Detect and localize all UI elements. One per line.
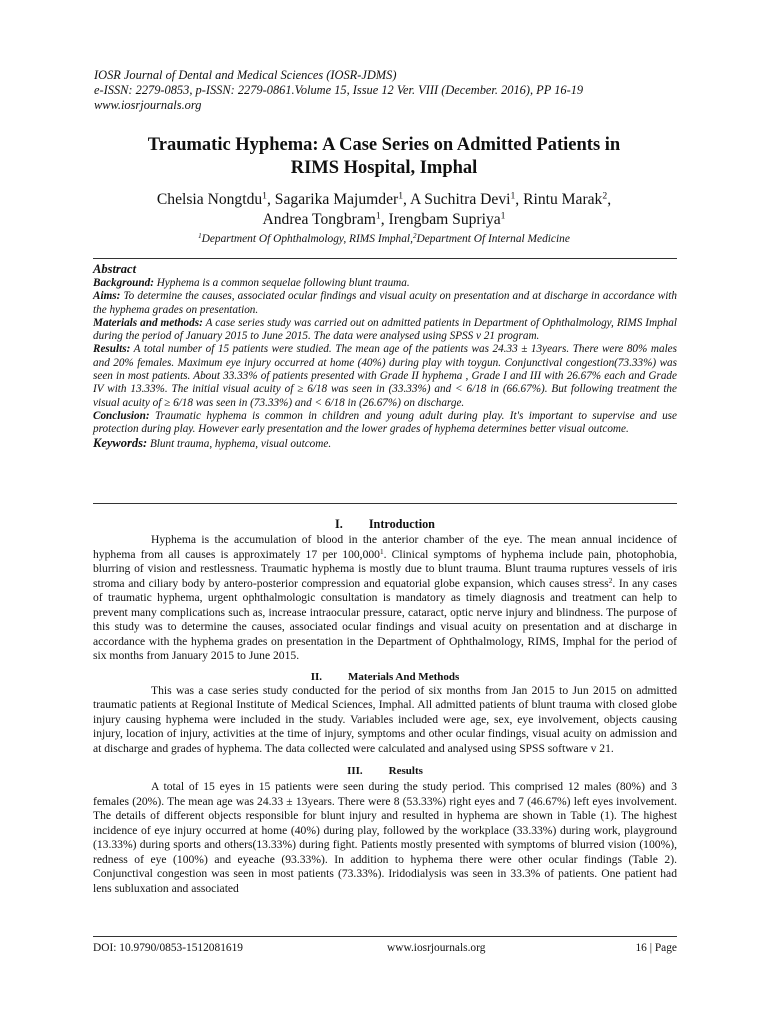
abstract-conclusion [93, 410, 677, 437]
affiliation-marker: 1 [398, 190, 404, 202]
section-heading-results [93, 764, 677, 778]
journal-issn: e-ISSN: 2279-0853, p-ISSN: 2279-0861.Volume 15, Issue 12 Ver. VIII (December. 2016), PP 16-19 [94, 83, 584, 97]
section-title: Materials And Methods [348, 670, 460, 683]
affiliation-marker: 1 [375, 210, 381, 222]
paper-body [93, 516, 677, 896]
abstract-top-rule [93, 258, 677, 259]
intro-text: Hyphema is the accumulation of blood in the anterior chamber of the eye. The mean annual incidence of hyphema from all causes is approximately 17 per 100,000 [93, 533, 677, 561]
affiliation-marker: 2 [412, 232, 417, 241]
keywords-text: Blunt trauma, hyphema, visual outcome. [147, 437, 332, 450]
results-text: A total number of 15 patients were studied. The mean age of the patients was 24.33 ± 13years. There were 80% males and 20% females. Maximum eye injury occurred at home (40%) during play with toygun. Conjunctival congestion(73.33%) was seen in most patients. About 33.33% of patients presented with Grade II hyphema , Grade I and III with 26.67% each and Grade IV with 13.33%. The initial visual acuity of ≥ 6/18 was seen in (33.33%) and < 6/18 in (66.67%). But following treatment the visual acuity of ≥ 6/18 was seen in (73.33%) and < 6/18 in (26.67%) on discharge. [93, 343, 677, 409]
author-name: , Irengbam Supriya [380, 210, 501, 228]
reference-marker: 1 [379, 547, 384, 556]
paper-title [60, 134, 708, 180]
abstract-heading: Abstract [93, 262, 137, 276]
affiliation-marker: 1 [262, 190, 267, 202]
intro-text: . In any cases of traumatic hyphema, urgent ophthalmologic consultation is mandatory as timely diagnosis and treatment can help to prevent many complications such as, increase intraocular pressure, cataract, optic nerve injury and blindness. The purpose of this study was to determine the causes, associated ocular findings and visual acuity on presentation and at discharge in accordance with the hyphema grades on presentation in the Department of Ophthalmology, RIMS, Imphal for the period of six months from January 2015 to June 2015. [93, 576, 677, 662]
affiliation-marker: 2 [602, 190, 608, 202]
results-paragraph: A total of 15 eyes in 15 patients were seen during the study period. This comprised 12 males (80%) and 3 females (20%). The mean age was 24.33 ± 13years. There were 8 (53.33%) right eyes and 7 (46.67%) left eyes involvement. The details of different objects responsible for blunt injury and resulted in hyphema are shown in Table (1). The highest incidence of eye injury occurred at home (40%) during play, followed by the workplace (33.33%) during work, playground (13.33%) during sports and others(13.33%) during fight. Patients mostly presented with symptoms of blurred vision (100%), redness of eye (100%) and eyeache (93.33%). In addition to hyphema there were other ocular findings (Table 2). Conjunctival congestion was seen in most patients (73.33%). Iridodialysis was seen in 33.3% of patients. One patient had lens subluxation and associated [93, 780, 677, 895]
section-heading-methods [93, 670, 677, 684]
background-text: Hyphema is a common sequelae following blunt trauma. [153, 277, 410, 289]
author-name: , A Suchitra Devi [403, 191, 511, 208]
affiliation-dept-1: Department Of Ophthalmology, RIMS Imphal, [201, 233, 413, 245]
abstract-methods [93, 317, 677, 344]
author-name: Andrea Tongbram [262, 210, 376, 228]
conclusion-label: Conclusion: [93, 409, 150, 422]
section-number: II. [310, 670, 323, 683]
section-title: Introduction [368, 517, 435, 531]
title-line-1: Traumatic Hyphema: A Case Series on Admitted Patients in [147, 135, 621, 155]
affiliation-marker: 1 [500, 210, 506, 222]
affiliation-marker: 1 [198, 232, 202, 241]
journal-url: www.iosrjournals.org [94, 98, 202, 112]
author-line-2 [60, 210, 708, 230]
abstract-background [93, 277, 677, 290]
reference-marker: 2 [608, 576, 613, 585]
abstract-bottom-rule [93, 503, 677, 504]
affiliations [60, 232, 708, 246]
author-name: , Rintu Marak [515, 191, 603, 208]
affiliation-marker: 1 [510, 190, 516, 202]
methods-label: Materials and methods: [93, 316, 203, 329]
journal-name: IOSR Journal of Dental and Medical Sciences (IOSR-JDMS) [94, 68, 397, 82]
results-label: Results: [93, 343, 131, 356]
abstract-aims [93, 290, 677, 317]
conclusion-text: Traumatic hyphema is common in children and young adult during play. It's important to supervise and use protection during play. However early presentation and the lower grades of hyphema determines better visual outcome. [93, 409, 677, 436]
author-line-1 [60, 190, 708, 210]
aims-text: To determine the causes, associated ocular findings and visual acuity on presentation and at discharge in accordance with the hyphema grades on presentation. [93, 290, 677, 316]
keywords-label: Keywords: [93, 435, 148, 450]
abstract-results [93, 343, 677, 409]
intro-text: . Clinical symptoms of hyphema include pain, photophobia, blurring of vision and restlessness. Traumatic hyphema is mostly due to blunt trauma. Blunt trauma ruptures vessels of iris stroma and ciliary body by antero-posterior compression and equatorial globe expansion, which causes stress [93, 547, 677, 590]
journal-header [94, 68, 583, 113]
footer-page-number: 16 | Page [635, 942, 677, 954]
author-list [60, 190, 708, 229]
author-name: , Sagarika Majumder [267, 191, 399, 208]
section-number: I. [335, 517, 343, 531]
section-number: III. [347, 765, 363, 777]
footer-doi: DOI: 10.9790/0853-1512081619 [93, 942, 243, 954]
author-name: Chelsia Nongtdu [156, 191, 263, 208]
abstract-keywords [93, 437, 677, 451]
author-separator: , [607, 191, 612, 208]
section-title: Results [388, 765, 423, 777]
methods-text: A case series study was carried out on admitted patients in Department of Ophthalmology, RIMS Imphal during the period of January 2015 to June 2015. The data were analysed using SPSS v 21 program. [93, 316, 677, 343]
title-line-2: RIMS Hospital, Imphal [290, 158, 478, 178]
affiliation-dept-2: Department Of Internal Medicine [416, 233, 570, 245]
abstract [93, 262, 677, 451]
methods-paragraph: This was a case series study conducted for the period of six months from Jan 2015 to Jun 2015 on admitted traumatic patients at Regional Institute of Medical Sciences, Imphal. All admitted patients of blunt trauma with closed globe injury causing hyphema were included in the study. Variables included were age, sex, eye involvement, objects causing injury, location of injury, activities at the time of injury, symptoms and other ocular findings, visual acuity on admission and at discharge and grades of hyphema. The data collected were calculated and analysed using SPSS software v 21. [93, 683, 677, 755]
aims-label: Aims: [93, 290, 121, 303]
footer-rule [93, 936, 677, 937]
background-label: Background: [93, 277, 154, 289]
introduction-paragraph [93, 533, 677, 664]
section-heading-introduction [93, 516, 677, 532]
footer-url: www.iosrjournals.org [387, 942, 486, 954]
